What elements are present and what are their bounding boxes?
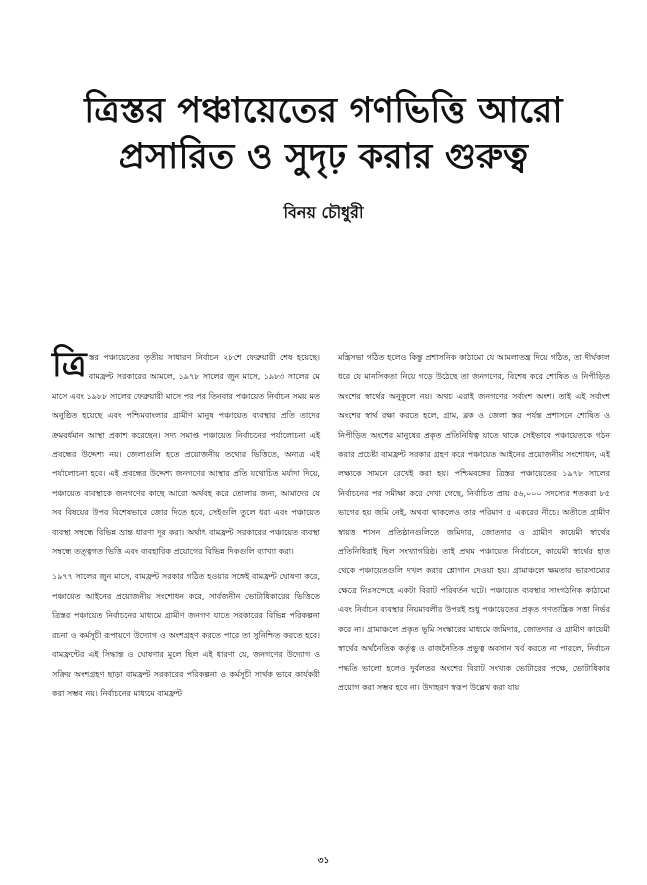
title-line-2: প্রসারিত ও সুদৃঢ় করার গুরুত্ব — [118, 137, 529, 177]
left-paragraph-1: ত্রিস্তর পঞ্চায়েতের তৃতীয় সাধারণ নির্বাচন ২৮শে ফেব্রুয়ারী শেষ হয়েছে। বামফ্রন্ট সরকারের আমলে, ১৯৭৮ সালের জুন মাসে, ১৯৮৩ সালের মে মাসে এবং ১৯৮৮ সালের ফেব্রুয়ারী মাসে পর পর তিনবার পঞ্চায়েত নির্বাচন সময় মত অনুষ্ঠিত হয়েছে এবং পশ্চিমবাংলার গ্রামীণ মানুষ পঞ্চায়েত ব্যবস্থার প্রতি তাদের ক্রমবর্ধমান আস্থা প্রকাশ করেছেন। সদ্য সমাপ্ত পঞ্চায়েত নির্বাচনের পর্যালোচনা এই প্রবন্ধের উদ্দেশ্য নয়। জেলাগুলি হতে প্রয়োজনীয় তথ্যের ভিত্তিতে, অন্যত্র এই পর্যালোচনা হবে। এই প্রবন্ধের উদ্দেশ্য জনগণের আস্থার প্রতি যথোচিত মর্যাদা দিয়ে, পঞ্চায়েত ব্যবস্থাকে জনগণের কাছে আরো অর্থবহ করে তোলার জন্য, আমাদের যে সব বিষয়ের উপর বিশেষভাবে জোর দিতে হবে, সেইগুলি তুলে ধরা এবং পঞ্চায়েত ব্যবস্থা সম্বন্ধে বিভিন্ন ভ্রান্ত ধারণা দূর করা। অর্থাৎ বামফ্রন্ট সরকারের পঞ্চায়েত ব্যবস্থা সম্বন্ধে তত্ত্বগত ভিত্তি এবং ব্যবহারিক প্রয়োগের বিভিন্ন দিকগুলি ব্যাখ্যা করা। — [52, 345, 320, 557]
page-number: ৩১ — [317, 856, 330, 866]
article-title — [40, 88, 607, 180]
title-line-1: ত্রিস্তর পঞ্চায়েতের গণভিত্তি আরো — [84, 91, 563, 131]
right-paragraph-1: মন্ত্রিসভা গঠিত হলেও কিন্তু প্রশাসনিক কাঠামো যে আমলাতন্ত্র দিয়ে গঠিত, তা দীর্ঘকাল ধরে যে মানসিকতা নিয়ে গড়ে উঠেছে তা জনগণের, বিশেষ করে শোষিত ও নিপীড়িত অংশের স্বার্থের অনুকূলে নয়। অথচ এরাই জনগণের সর্বাংশ অংশ। তাই এই সর্বাংশ অংশের স্বার্থ রক্ষা করতে হলে, গ্রাম, ব্লক ও জেলা স্তর পর্যন্ত প্রশাসনে শোষিত ও নিপীড়িত অংশের মানুষের প্রকৃত প্রতিনিধিত্ব যাতে থাকে সেইভাবে পঞ্চায়েতকে গঠন করার প্রচেষ্টা বামফ্রন্ট সরকার গ্রহণ করে পঞ্চায়েত আইনের প্রয়োজনীয় সংশোধন, এই লক্ষ্যকে সামনে রেখেই করা হয়। পশ্চিমবঙ্গের ত্রিস্তর পঞ্চায়েতের ১৯৭৮ সালের নির্বাচনের পর সমীক্ষা করে দেখা গেছে, নির্বাচিত প্রায় ৫৬,০০০ সদস্যের শতকরা ৮৫ ভাগের হয় জমি নেই, অথবা থাকলেও তার পরিমাণ ৫ একরের নীচে। অতীতে গ্রামীণ স্বায়ত্ত শাসন প্রতিষ্ঠানগুলিতে জমিদার, জোতদার ও গ্রামীণ কায়েমী স্বার্থের প্রতিনিধিরাই ছিল সংখ্যাগরিষ্ঠ। তাই প্রথম পঞ্চায়েত নির্বাচনে, কায়েমী স্বার্থের হাত থেকে পঞ্চায়েতগুলি দখল করার শ্লোগান দেওয়া হয়। গ্রামাঞ্চলে ক্ষমতার ভারসাম্যের ক্ষেত্রে নিঃসন্দেহে একটা বিরাট পরিবর্তন ঘটে। পঞ্চায়েত ব্যবস্থার সাংগঠনিক কাঠামো এবং নির্বাচন ব্যবস্থার নিয়মাবলীর উপরই শুধু পঞ্চায়েতের প্রকৃত গণতান্ত্রিক সত্তা নির্ভর করে না। গ্রামাঞ্চলে প্রকৃত ভূমি সংস্কারের মাধ্যমে জমিদার, জোতদার ও গ্রামীণ কায়েমী স্বার্থের অর্থনৈতিক কর্তৃত্ব ও রাজনৈতিক প্রভুত্ব অবসান খর্ব করতে না পারলে, নির্বাচন পদ্ধতি ভালো হলেও দুর্বলতর অংশের বিরাট সংখ্যক ভোটারের পক্ষে, ভোটাধিকার প্রয়োগ করা সম্ভব হবে না। উদাহরণ স্বরূপ উল্লেখ করা যায় — [338, 353, 610, 692]
author-name: বিনয় চৌধুরী — [283, 203, 364, 222]
right-column — [338, 348, 610, 703]
left-paragraph-2: ১৯৭৭ সালের জুন মাসে, বামফ্রন্ট সরকার গঠিত হওয়ার সঙ্গেই বামফ্রন্ট ঘোষণা করে, পঞ্চায়েত আইনের প্রয়োজনীয় সংশোধন করে, সার্বজনীন ভোটাধিকারের ভিত্তিতে ত্রিস্তর পঞ্চায়েত নির্বাচনের মাধ্যমে গ্রামীণ জনগণ যাতে সরকারের বিভিন্ন পরিকল্পনা রচনা ও কর্মসূচী রূপায়ণে উদ্যোগ ও অংশগ্রহণ করতে পারে তা সুনিশ্চিত করতে হবে। বামফ্রন্টের এই সিদ্ধান্ত ও ঘোষণার মূলে ছিল এই ধারণা যে, জনগণের উদ্যোগ ও সক্রিয় অংশগ্রহণ ছাড়া বামফ্রন্ট সরকারের পরিকল্পনা ও কর্মসূচী সার্থক ভাবে কার্যকরী করা সম্ভব নয়। নির্বাচনের মাধ্যমে বামফ্রন্ট — [52, 572, 320, 698]
left-column — [52, 345, 320, 709]
